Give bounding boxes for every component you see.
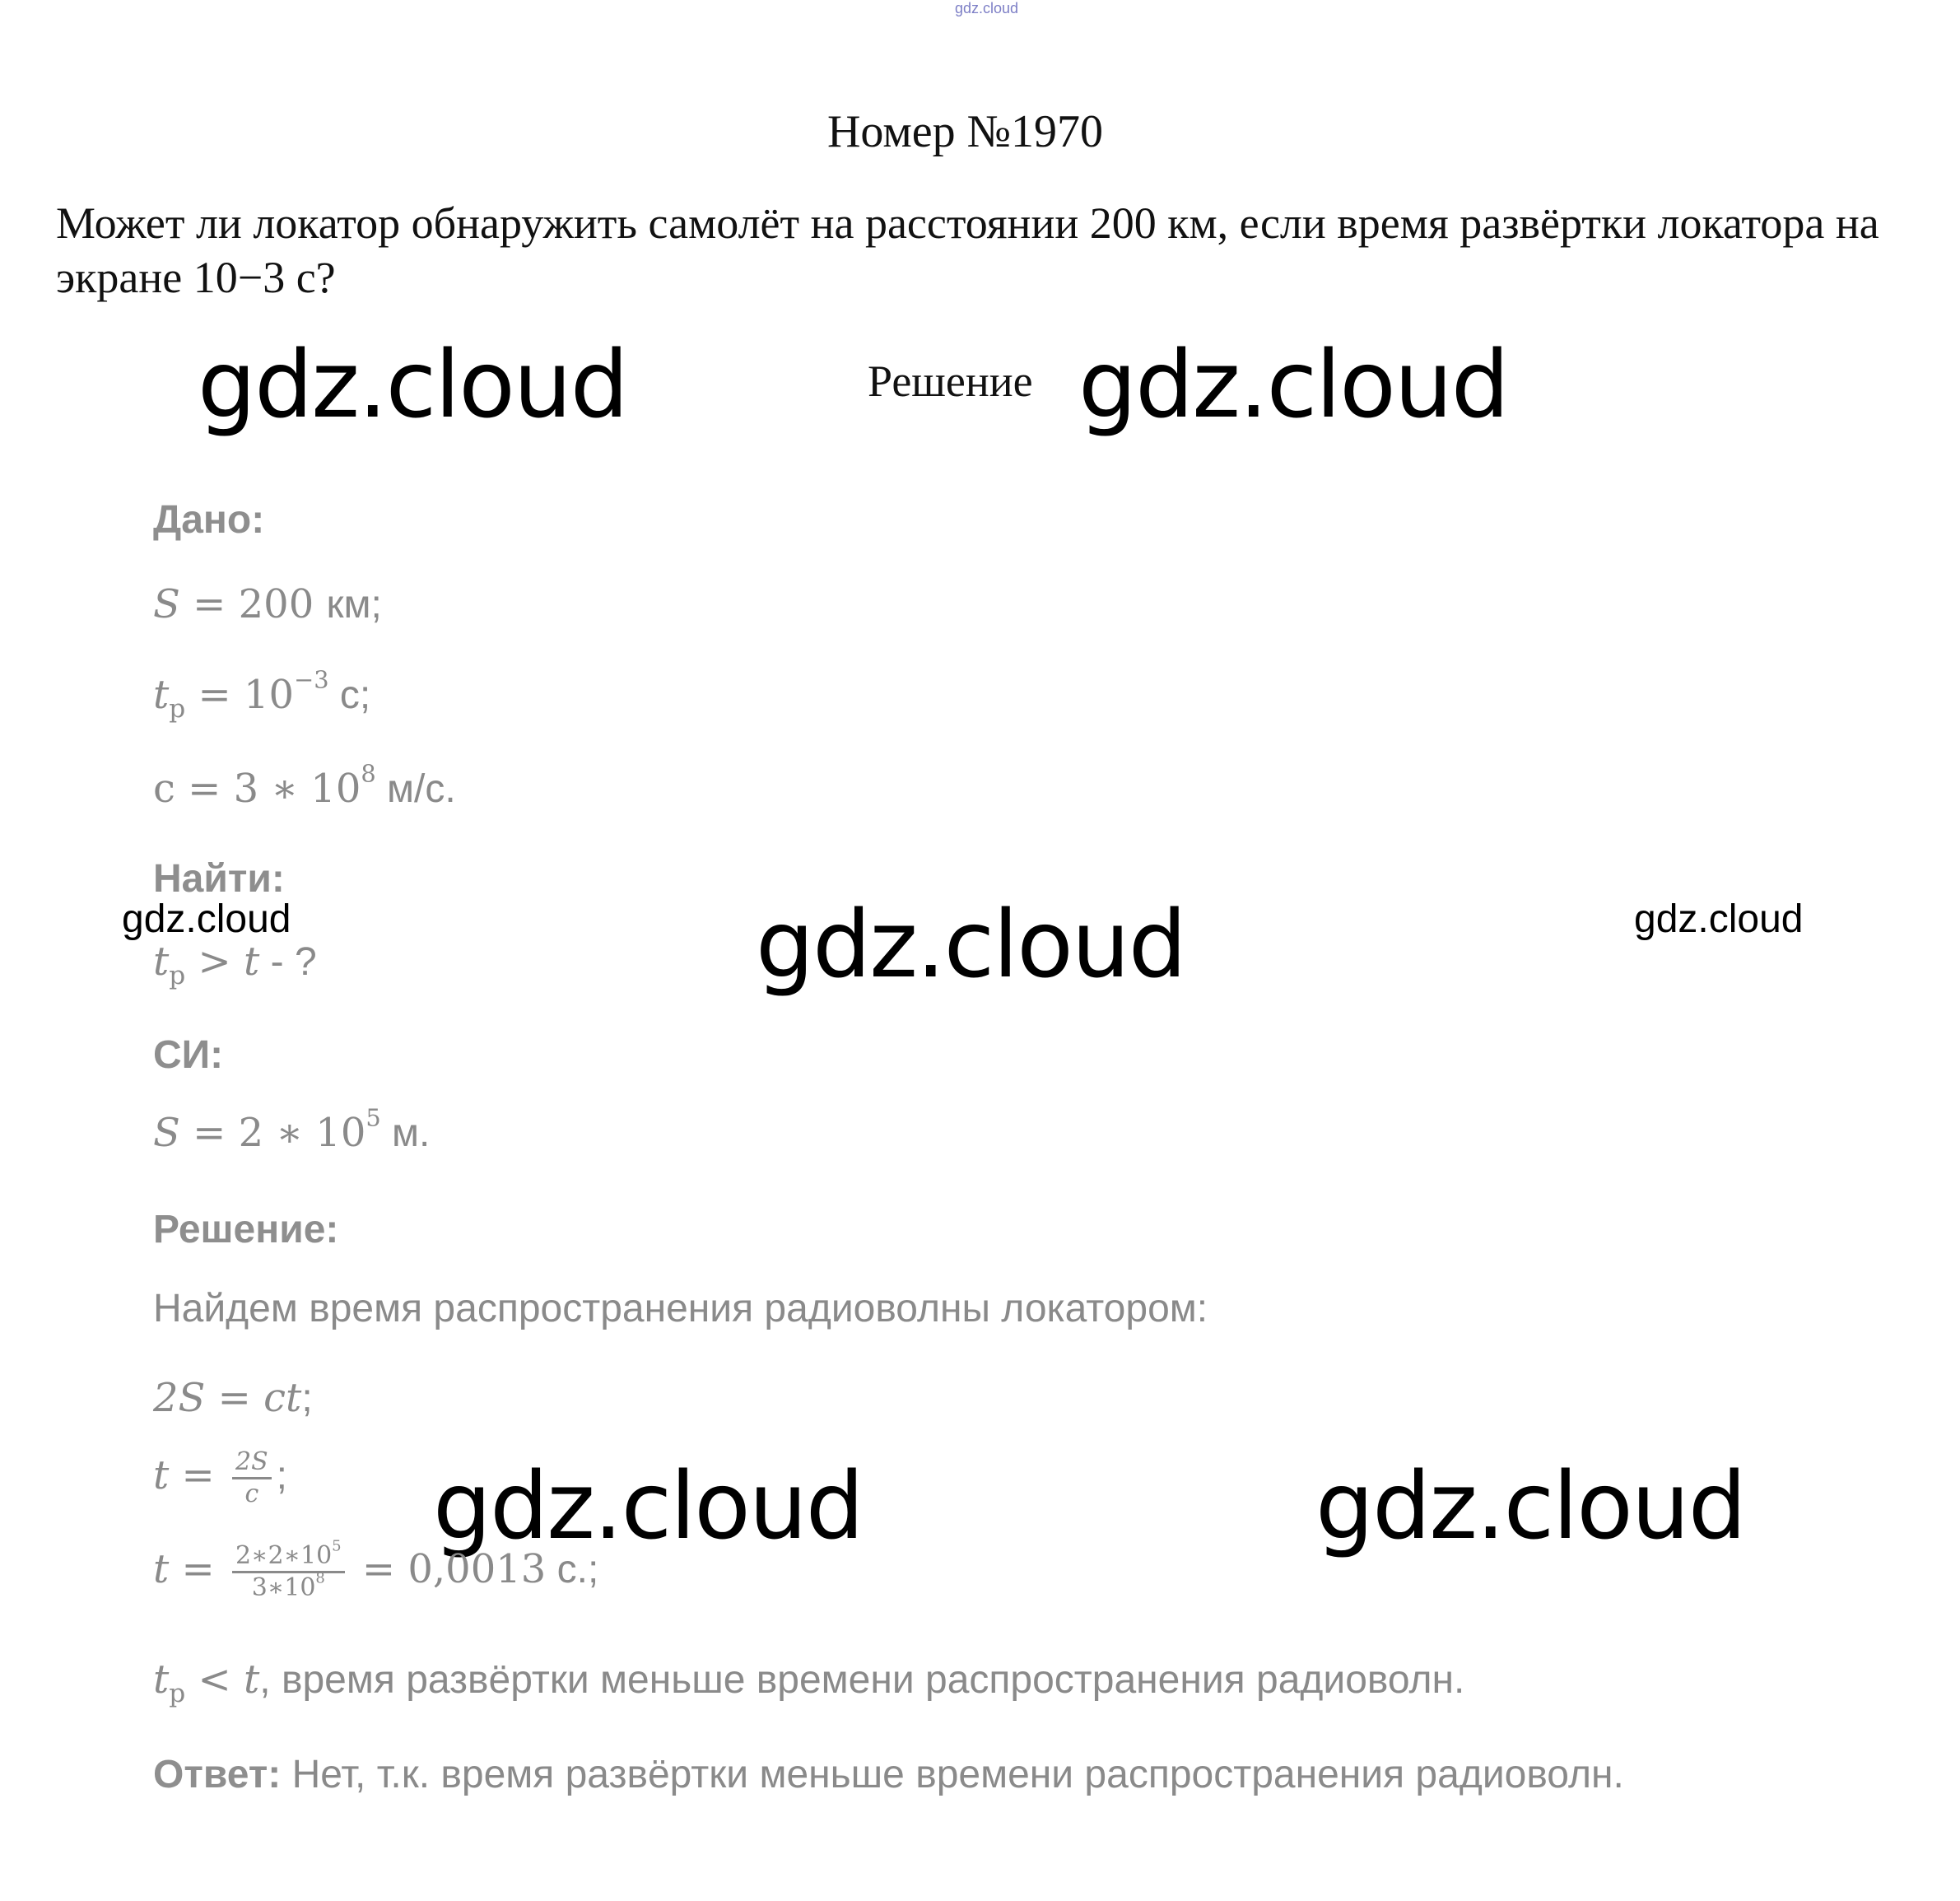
answer-label: Ответ: bbox=[153, 1753, 282, 1796]
watermark: gdz.cloud bbox=[1315, 1453, 1745, 1560]
given-tp-line: $t_р = 10^{-3}$ с; bbox=[153, 665, 371, 724]
solution-header: Решение: bbox=[153, 1208, 339, 1251]
watermark: gdz.cloud bbox=[1634, 897, 1804, 941]
si-line: S = 2 ∗ $10^5$ м. bbox=[153, 1103, 431, 1156]
problem-text: Может ли локатор обнаружить самолёт на расстоянии 200 км, если время развёртки локатора на экране 10−3 с? bbox=[56, 198, 1879, 302]
comparison-line: $t_р < t$, время развёртки меньше времени распространения радиоволн. bbox=[153, 1656, 1465, 1708]
solution-caption: Решение bbox=[868, 356, 1033, 406]
watermark: gdz.cloud bbox=[756, 892, 1185, 999]
fraction: $\frac{2∗2∗10^5}{3∗10^8}$ bbox=[232, 1541, 345, 1603]
given-header: Дано: bbox=[153, 498, 265, 542]
watermark: gdz.cloud bbox=[198, 332, 627, 439]
equation-3: t = $\frac{2∗2∗10^5}{3∗10^8}$ = 0,0013 с.; bbox=[153, 1537, 599, 1602]
watermark: gdz.cloud bbox=[1078, 332, 1508, 439]
si-header: СИ: bbox=[153, 1033, 224, 1077]
page-title: Номер №1970 bbox=[826, 106, 1104, 157]
equation-2: t = $\frac{2S}{c}$ ; bbox=[153, 1447, 288, 1508]
fraction: $\frac{2S}{c}$ bbox=[232, 1447, 272, 1509]
find-header: Найти: bbox=[153, 857, 285, 901]
watermark: gdz.cloud bbox=[433, 1453, 863, 1560]
watermark: gdz.cloud bbox=[122, 897, 291, 941]
top-watermark: gdz.cloud bbox=[955, 0, 1019, 16]
given-c-line: c = 3 ∗ $10^8$ м/с. bbox=[153, 759, 456, 812]
find-line: $t_р > t$ - ? bbox=[153, 939, 317, 990]
equation-1: 2S = ct; bbox=[153, 1375, 313, 1421]
solution-intro: Найдем время распространения радиоволны локатором: bbox=[153, 1287, 1208, 1330]
given-s-line: S = 200 км; bbox=[153, 581, 382, 627]
answer-text: Нет, т.к. время развёртки меньше времени распространения радиоволн. bbox=[281, 1753, 1624, 1796]
answer-line bbox=[153, 1752, 1624, 1797]
